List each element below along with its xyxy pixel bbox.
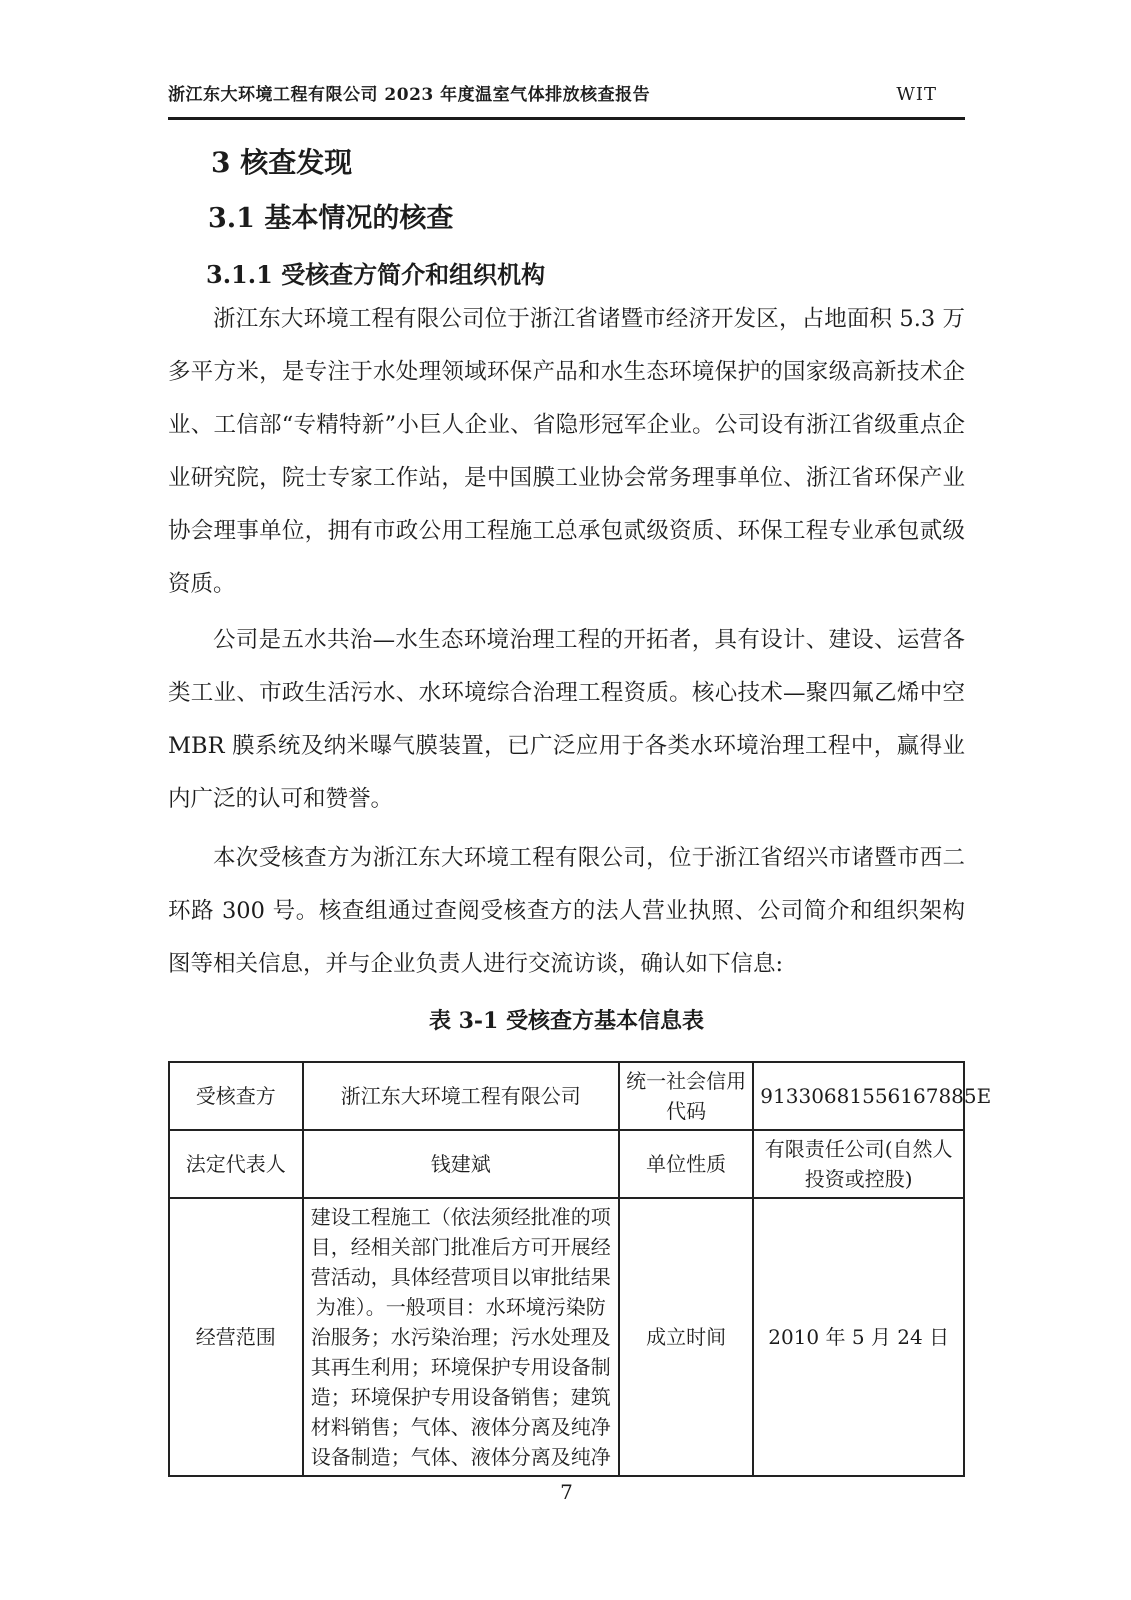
section-heading-3-1: 3.1 基本情况的核查 — [208, 203, 454, 234]
table-caption: 表 3-1 受核查方基本信息表 — [428, 1008, 705, 1034]
header-logo-text: WIT — [896, 84, 937, 105]
section-heading-3: 3 核查发现 — [211, 146, 353, 179]
cell-label-unit-nature: 单位性质 — [619, 1130, 753, 1198]
cell-label-credit-code: 统一社会信用代码 — [619, 1062, 753, 1130]
cell-value-verified-party: 浙江东大环境工程有限公司 — [303, 1062, 619, 1130]
cell-value-credit-code: 91330681556167885E — [753, 1062, 964, 1130]
cell-value-legal-representative: 钱建斌 — [303, 1130, 619, 1198]
table-row — [169, 1198, 964, 1476]
cell-value-establish-date: 2010 年 5 月 24 日 — [753, 1198, 964, 1476]
table-row — [169, 1062, 964, 1130]
cell-label-establish-date: 成立时间 — [619, 1198, 753, 1476]
paragraph-verification-scope: 本次受核查方为浙江东大环境工程有限公司，位于浙江省绍兴市诸暨市西二环路 300 号。核查组通过查阅受核查方的法人营业执照、公司简介和组织架构图等相关信息，并与企业负责人进行交流访谈，确认如下信息: — [168, 845, 965, 977]
basic-info-table — [168, 1061, 992, 1477]
cell-label-verified-party: 受核查方 — [169, 1062, 303, 1130]
page-header — [168, 0, 965, 120]
cell-value-business-scope: 建设工程施工（依法须经批准的项目，经相关部门批准后方可开展经营活动，具体经营项目以审批结果为准）。一般项目：水环境污染防治服务；水污染治理；污水处理及其再生利用；环境保护专用设备制造；环境保护专用设备销售；建筑材料销售；气体、液体分离及纯净设备制造；气体、液体分离及纯净 — [303, 1198, 619, 1476]
paragraph-company-business: 公司是五水共治—水生态环境治理工程的开拓者，具有设计、建设、运营各类工业、市政生活污水、水环境综合治理工程资质。核心技术—聚四氟乙烯中空 MBR 膜系统及纳米曝气膜装置，已广泛应用于各类水环境治理工程中，赢得业内广泛的认可和赞誉。 — [168, 627, 965, 812]
cell-label-legal-representative: 法定代表人 — [169, 1130, 303, 1198]
cell-label-business-scope: 经营范围 — [169, 1198, 303, 1476]
section-heading-3-1-1: 3.1.1 受核查方简介和组织机构 — [206, 260, 546, 289]
paragraph-company-intro: 浙江东大环境工程有限公司位于浙江省诸暨市经济开发区，占地面积 5.3 万多平方米，是专注于水处理领域环保产品和水生态环境保护的国家级高新技术企业、工信部“专精特新”小巨人企业、省隐形冠军企业。公司设有浙江省级重点企业研究院，院士专家工作站，是中国膜工业协会常务理事单位、浙江省环保产业协会理事单位，拥有市政公用工程施工总承包贰级资质、环保工程专业承包贰级资质。 — [168, 306, 965, 597]
table-row — [169, 1130, 964, 1198]
page-number: 7 — [560, 1480, 573, 1504]
cell-value-unit-nature: 有限责任公司(自然人投资或控股) — [753, 1130, 964, 1198]
header-report-title: 浙江东大环境工程有限公司 2023 年度温室气体排放核查报告 — [168, 85, 651, 105]
